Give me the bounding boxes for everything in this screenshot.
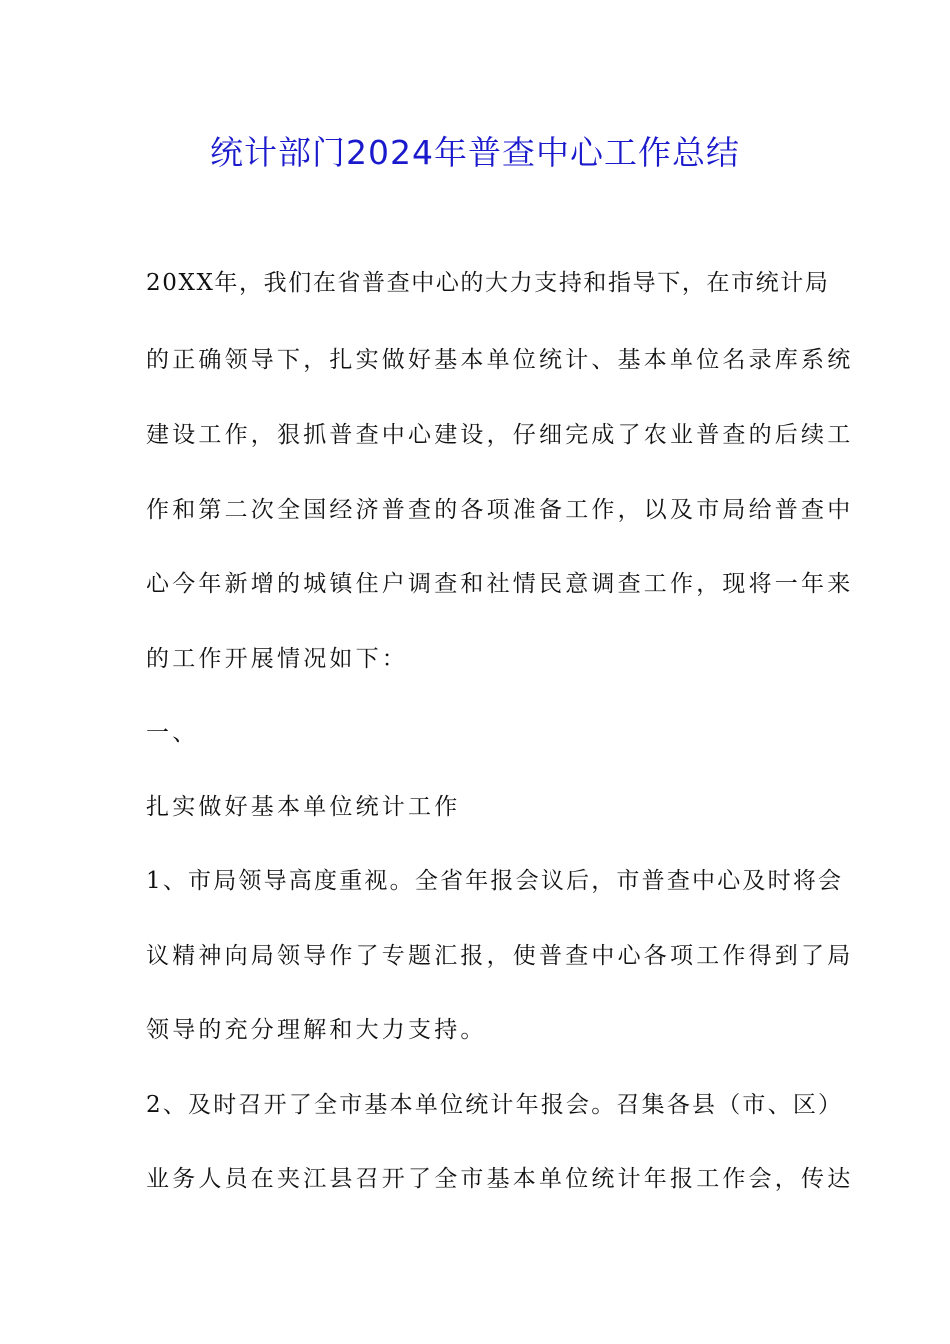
paragraph-line: 建设工作，狠抓普查中心建设，仔细完成了农业普查的后续工: [146, 422, 854, 448]
section-heading: 扎实做好基本单位统计工作: [146, 794, 461, 820]
paragraph-line: 心今年新增的城镇住户调查和社情民意调查工作，现将一年来: [146, 571, 854, 597]
paragraph-line: 20XX年，我们在省普查中心的大力支持和指导下，在市统计局: [146, 270, 830, 296]
paragraph-line: 2、及时召开了全市基本单位统计年报会。召集各县（市、区）: [146, 1092, 844, 1118]
paragraph-line: 业务人员在夹江县召开了全市基本单位统计年报工作会，传达: [146, 1166, 854, 1192]
paragraph-line: 领导的充分理解和大力支持。: [146, 1017, 487, 1043]
paragraph-line: 作和第二次全国经济普查的各项准备工作，以及市局给普查中: [146, 497, 854, 523]
paragraph-line: 议精神向局领导作了专题汇报，使普查中心各项工作得到了局: [146, 943, 854, 969]
paragraph-line: 的工作开展情况如下：: [146, 646, 408, 672]
section-number: 一、: [146, 720, 199, 746]
document-title: 统计部门2024年普查中心工作总结: [210, 133, 740, 172]
paragraph-line: 的正确领导下，扎实做好基本单位统计、基本单位名录库系统: [146, 347, 854, 373]
paragraph-line: 1、市局领导高度重视。全省年报会议后，市普查中心及时将会: [146, 868, 844, 894]
